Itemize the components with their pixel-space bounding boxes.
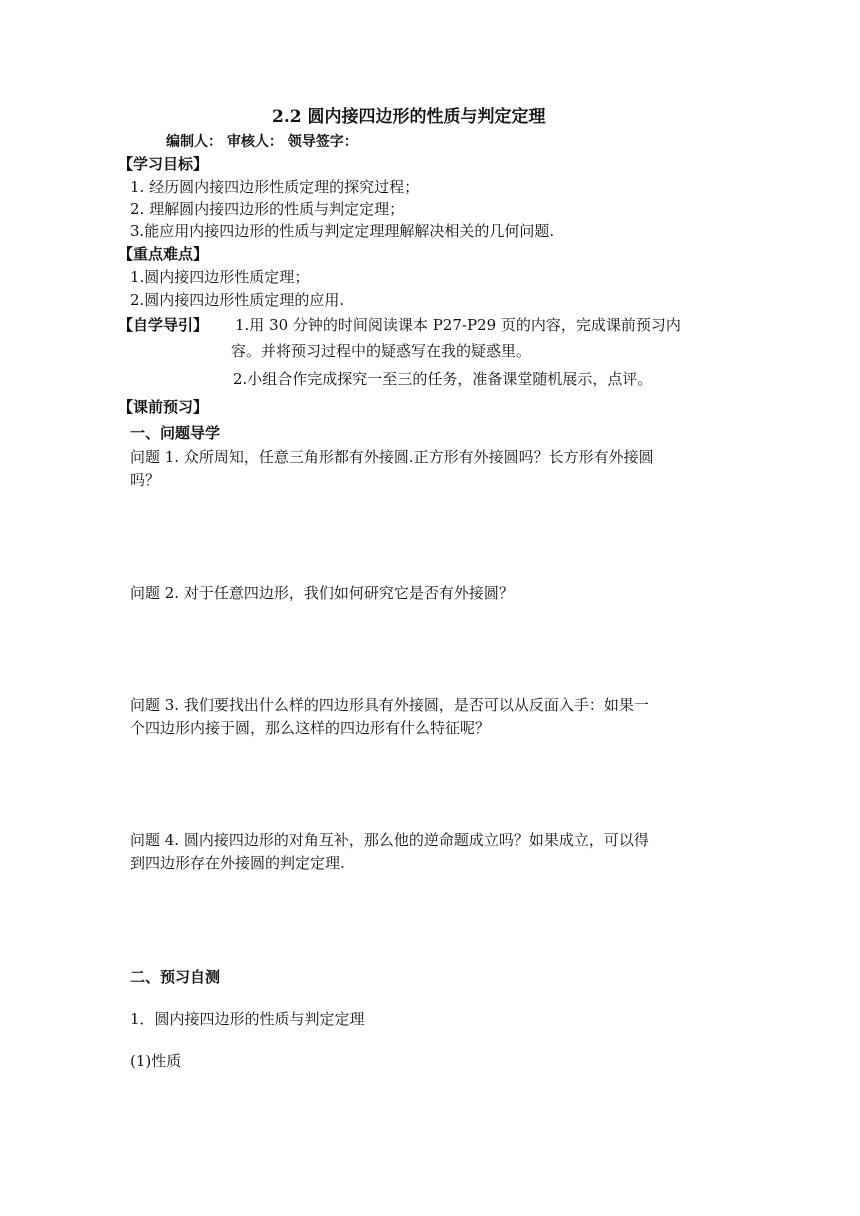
self-test-subitem: (1)性质 <box>130 1052 182 1070</box>
key-point-item: 2.圆内接四边形性质定理的应用. <box>130 291 345 309</box>
question-3: 问题 3. 我们要找出什么样的四边形具有外接圆，是否可以从反面入手：如果一 <box>130 696 649 714</box>
self-study-line: 容。并将预习过程中的疑惑写在我的疑惑里。 <box>231 342 532 360</box>
objectives-heading: 【学习目标】 <box>118 155 209 173</box>
problem-guide-heading: 一、问题导学 <box>130 424 221 442</box>
self-study-line: 2.小组合作完成探究一至三的任务，准备课堂随机展示，点评。 <box>233 370 653 388</box>
self-study-heading: 【自学导引】 <box>118 316 209 334</box>
key-points-heading: 【重点难点】 <box>118 245 209 263</box>
question-2: 问题 2. 对于任意四边形，我们如何研究它是否有外接圆？ <box>130 584 514 602</box>
self-test-heading: 二、预习自测 <box>130 968 221 986</box>
self-study-line: 1.用 30 分钟的时间阅读课本 P27-P29 页的内容，完成课前预习内 <box>235 316 681 334</box>
question-1-cont: 吗？ <box>130 471 161 489</box>
objective-item: 3.能应用内接四边形的性质与判定定理理解解决相关的几何问题. <box>130 222 555 240</box>
objective-item: 2. 理解圆内接四边形的性质与判定定理； <box>130 200 405 218</box>
question-4: 问题 4. 圆内接四边形的对角互补，那么他的逆命题成立吗？如果成立，可以得 <box>130 831 649 849</box>
objective-item: 1. 经历圆内接四边形性质定理的探究过程； <box>130 178 420 196</box>
page-title: 2.2 圆内接四边形的性质与判定定理 <box>272 107 546 127</box>
question-3-cont: 个四边形内接于圆，那么这样的四边形有什么特征呢？ <box>130 719 491 737</box>
key-point-item: 1.圆内接四边形性质定理； <box>130 268 310 286</box>
self-test-item: 1．圆内接四边形的性质与判定定理 <box>130 1010 365 1028</box>
signature-line: 编制人： 审核人： 领导签字： <box>166 134 358 150</box>
preview-heading: 【课前预习】 <box>118 398 209 416</box>
question-4-cont: 到四边形存在外接圆的判定定理. <box>130 854 345 872</box>
question-1: 问题 1. 众所周知，任意三角形都有外接圆.正方形有外接圆吗？长方形有外接圆 <box>130 448 654 466</box>
